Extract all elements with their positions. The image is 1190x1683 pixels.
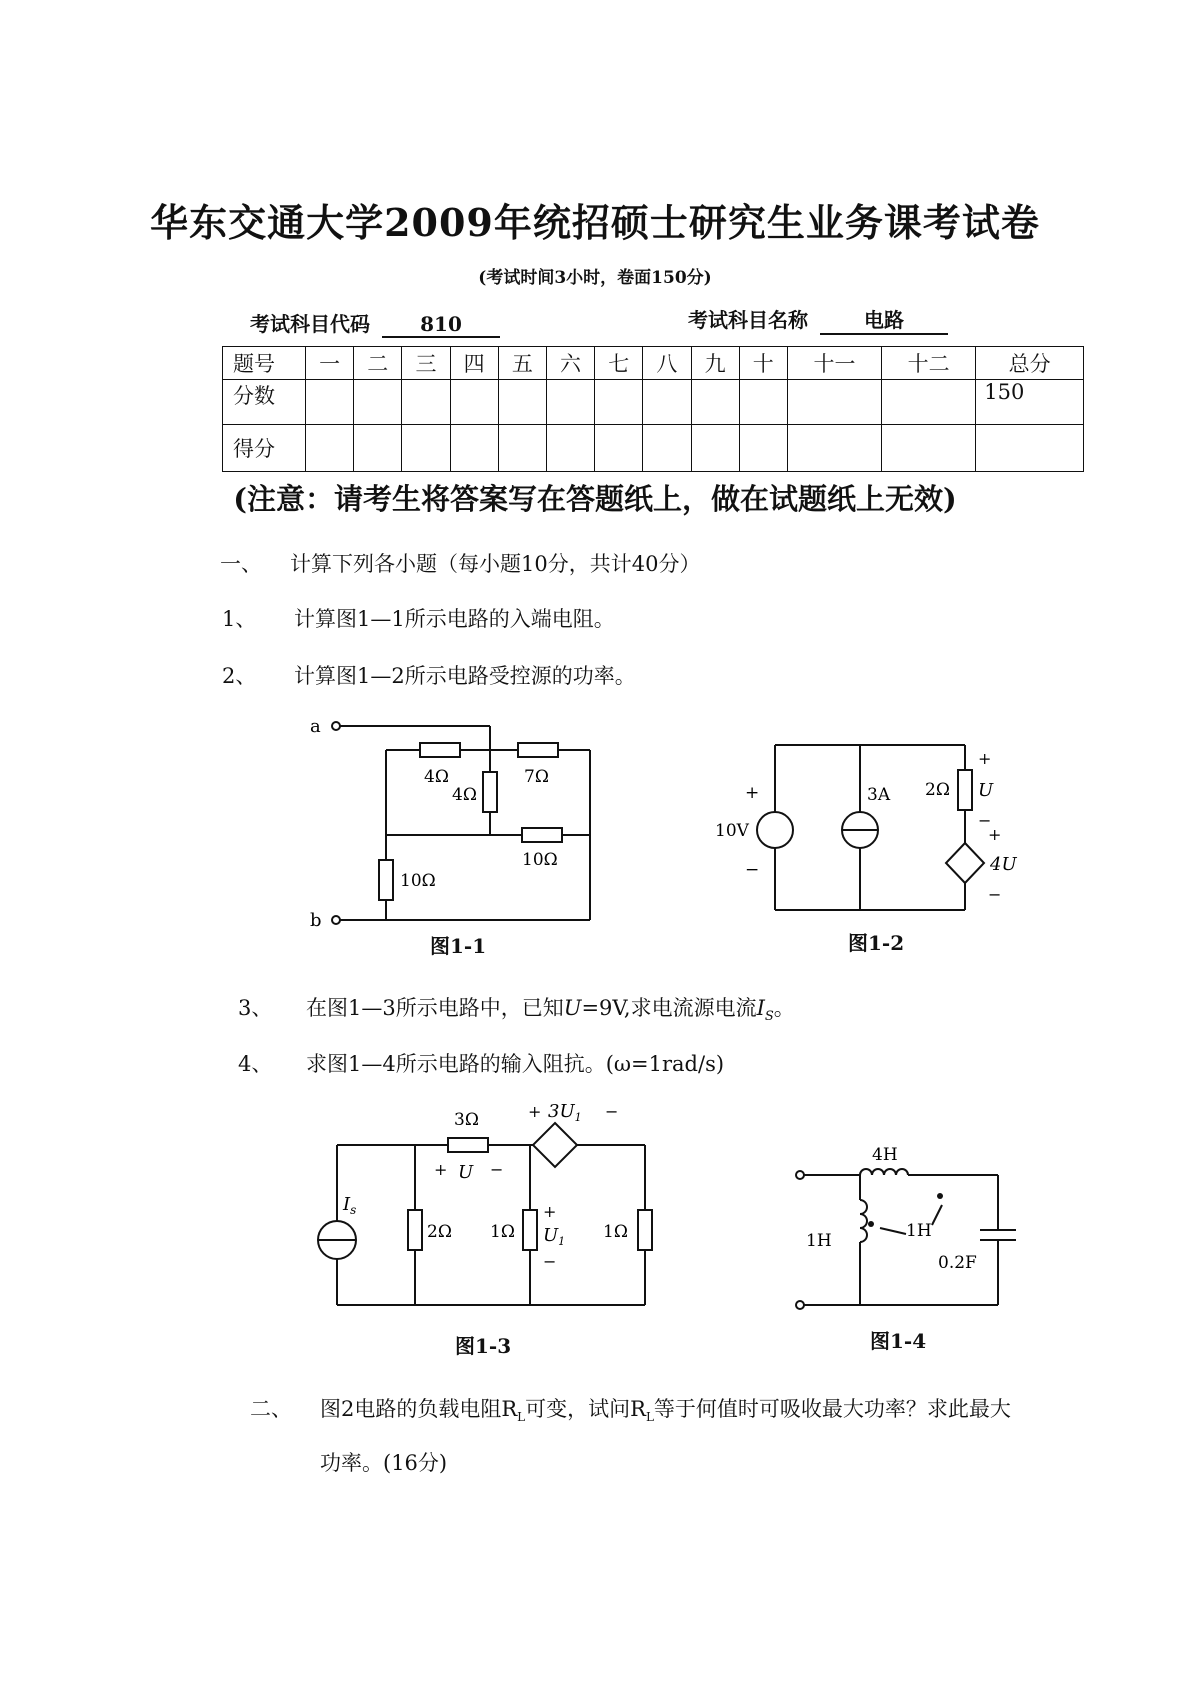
f13-u1-plus: +: [543, 1202, 557, 1221]
col-9: 九: [691, 347, 739, 380]
f12-dep-minus: −: [988, 885, 1002, 904]
f13-u1-minus: −: [543, 1252, 557, 1271]
f13-u1: $U_1$: [543, 1225, 566, 1248]
section-2-num: 二、: [250, 1397, 292, 1421]
f13-u: U: [458, 1162, 474, 1183]
col-7: 七: [595, 347, 643, 380]
exam-subtitle: (考试时间3小时，卷面150分): [478, 268, 712, 288]
f12-caption: 图1-2: [848, 931, 905, 955]
section-2-text: 图2电路的负载电阻$R_L$可变，试问$R_L$等于何值时可吸收最大功率？求此最大: [320, 1397, 1011, 1425]
question-1-text: 计算图1—1所示电路的入端电阻。: [294, 607, 615, 631]
f12-v-plus: +: [745, 783, 760, 803]
f13-dep: $3U_1$: [548, 1101, 582, 1124]
f11-caption: 图1-1: [430, 934, 487, 958]
f14-caption: 图1-4: [870, 1329, 927, 1353]
f11-r5: 10Ω: [400, 871, 436, 891]
f11-r2: 7Ω: [524, 767, 549, 787]
subject-name-value: 电路: [820, 304, 948, 335]
f14-l4: 4H: [872, 1145, 898, 1165]
f14-l1b: 1H: [906, 1221, 932, 1241]
f14-c: 0.2F: [938, 1253, 977, 1273]
question-3-text: 在图1—3所示电路中，已知U=9V,求电流源电流$I_S$。: [306, 996, 795, 1025]
f13-r1a: 1Ω: [490, 1222, 515, 1242]
question-4-text: 求图1—4所示电路的输入阻抗。(ω=1rad/s): [306, 1052, 725, 1076]
figure-1-3: [315, 1095, 695, 1325]
f14-l1a: 1H: [806, 1231, 832, 1251]
question-4-num: 4、: [238, 1052, 273, 1076]
subject-code-value: 810: [382, 312, 500, 338]
question-3-num: 3、: [238, 996, 273, 1020]
f13-u-minus: −: [490, 1160, 504, 1179]
f12-u-plus: +: [978, 749, 992, 768]
col-total: 总分: [976, 347, 1084, 380]
score-total-value: 150: [976, 380, 1084, 425]
f11-node-a: a: [310, 716, 321, 737]
question-1-num: 1、: [222, 607, 257, 631]
question-2-text: 计算图1—2所示电路受控源的功率。: [294, 664, 636, 688]
f13-dep-minus: −: [605, 1102, 619, 1121]
col-8: 八: [643, 347, 691, 380]
section-2-text-line2: 功率。(16分): [320, 1451, 448, 1475]
f13-caption: 图1-3: [455, 1334, 512, 1358]
subject-name: [688, 304, 948, 335]
score-table: [222, 346, 1084, 472]
section-1-num: 一、: [220, 552, 262, 576]
f12-u-label: U: [978, 780, 994, 801]
f12-voltage: 10V: [715, 821, 749, 841]
col-12: 十二: [882, 347, 976, 380]
score-points-label: 分数: [223, 380, 306, 425]
f12-current: 3A: [867, 785, 891, 805]
col-11: 十一: [787, 347, 881, 380]
figure-1-2: [705, 740, 1025, 940]
subject-code: [250, 308, 500, 338]
f12-dep-plus: +: [988, 825, 1002, 844]
subject-code-label: 考试科目代码: [250, 312, 370, 336]
section-1-text: 计算下列各小题（每小题10分，共计40分）: [290, 552, 701, 576]
f11-r4: 10Ω: [522, 850, 558, 870]
col-6: 六: [546, 347, 594, 380]
f12-resistor: 2Ω: [925, 780, 950, 800]
score-points-row: [223, 380, 1084, 425]
col-10: 十: [739, 347, 787, 380]
f13-u-plus: +: [434, 1160, 448, 1179]
col-4: 四: [450, 347, 498, 380]
score-header-row: [223, 347, 1084, 380]
f12-v-minus: −: [745, 860, 760, 880]
score-header-label: 题号: [223, 347, 306, 380]
f11-node-b: b: [310, 910, 322, 931]
question-2-num: 2、: [222, 664, 257, 688]
figure-1-1: [300, 710, 620, 950]
f13-r2: 2Ω: [427, 1222, 452, 1242]
f13-r1b: 1Ω: [603, 1222, 628, 1242]
col-2: 二: [354, 347, 402, 380]
exam-title: 华东交通大学2009年统招硕士研究生业务课考试卷: [150, 200, 1040, 245]
score-earned-row: [223, 425, 1084, 472]
f11-r1: 4Ω: [424, 767, 449, 787]
f13-is: $I_s$: [343, 1194, 357, 1217]
notice: (注意：请考生将答案写在答题纸上，做在试题纸上无效): [233, 482, 957, 516]
col-3: 三: [402, 347, 450, 380]
subject-name-label: 考试科目名称: [688, 308, 808, 332]
f13-r3: 3Ω: [454, 1110, 479, 1130]
col-1: 一: [306, 347, 354, 380]
f12-u-minus: −: [978, 811, 992, 830]
f12-dep-label: 4U: [990, 854, 1017, 875]
figure-1-4: [780, 1130, 1030, 1330]
f11-r3: 4Ω: [452, 785, 477, 805]
f13-dep-plus: +: [528, 1102, 542, 1121]
col-5: 五: [498, 347, 546, 380]
score-earned-label: 得分: [223, 425, 306, 472]
